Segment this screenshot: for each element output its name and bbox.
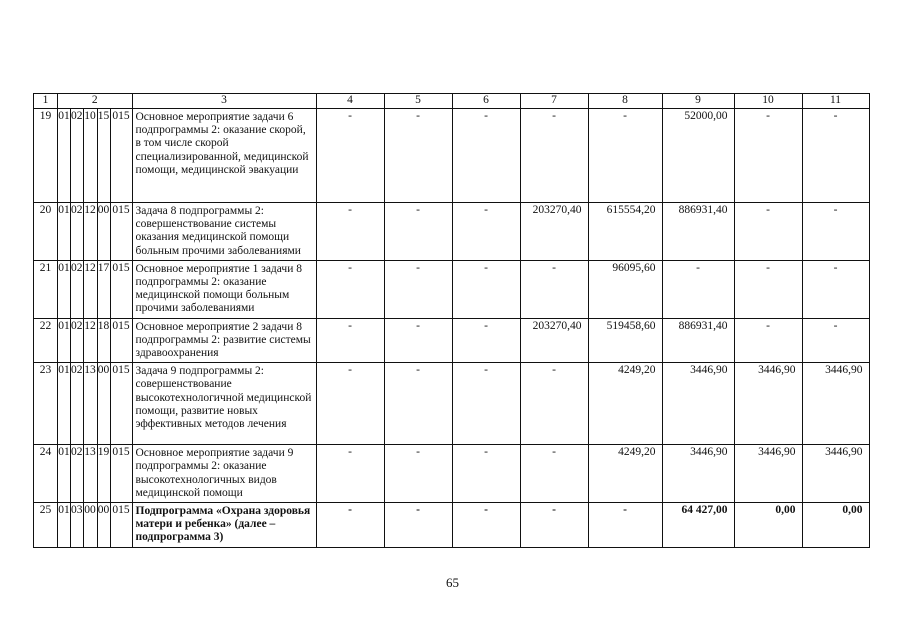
code-cell: 19: [97, 445, 110, 503]
description-cell: Основное мероприятие задачи 9 подпрограммы 2: оказание высокотехнологичных видов медицинской помощи: [132, 445, 316, 503]
code-cell: 02: [71, 445, 84, 503]
value-cell: 203270,40: [520, 203, 588, 261]
value-cell: -: [384, 260, 452, 318]
table-header-row: [34, 94, 870, 109]
code-cell: 00: [83, 503, 97, 548]
code-cell: 01: [58, 445, 71, 503]
code-cell: 01: [58, 109, 71, 203]
code-cell: 01: [58, 503, 71, 548]
value-cell: 886931,40: [662, 203, 734, 261]
code-cell: 13: [83, 363, 97, 445]
header-cell: 5: [384, 94, 452, 109]
value-cell: -: [384, 203, 452, 261]
value-cell: -: [316, 260, 384, 318]
header-cell: 3: [132, 94, 316, 109]
code-cell: 02: [71, 203, 84, 261]
value-cell: -: [520, 363, 588, 445]
value-cell: -: [802, 260, 869, 318]
value-cell: 203270,40: [520, 318, 588, 363]
value-cell: -: [384, 318, 452, 363]
header-cell: 8: [588, 94, 662, 109]
code-cell: 12: [83, 203, 97, 261]
value-cell: -: [452, 363, 520, 445]
value-cell: -: [316, 109, 384, 203]
code-cell: 10: [83, 109, 97, 203]
value-cell: -: [520, 260, 588, 318]
value-cell: -: [384, 503, 452, 548]
header-cell: 7: [520, 94, 588, 109]
value-cell: -: [316, 318, 384, 363]
code-cell: 015: [110, 260, 132, 318]
row-number-cell: 23: [34, 363, 58, 445]
value-cell: -: [452, 203, 520, 261]
description-cell: Основное мероприятие 1 задачи 8 подпрограммы 2: оказание медицинской помощи больным прочими заболеваниями: [132, 260, 316, 318]
code-cell: 00: [97, 363, 110, 445]
value-cell: 615554,20: [588, 203, 662, 261]
value-cell: -: [734, 109, 802, 203]
row-number-cell: 19: [34, 109, 58, 203]
code-cell: 015: [110, 363, 132, 445]
table-row: [34, 203, 870, 261]
value-cell: 0,00: [802, 503, 869, 548]
code-cell: 12: [83, 260, 97, 318]
header-cell: 10: [734, 94, 802, 109]
code-cell: 01: [58, 318, 71, 363]
code-cell: 01: [58, 363, 71, 445]
code-cell: 015: [110, 203, 132, 261]
value-cell: -: [452, 260, 520, 318]
value-cell: 3446,90: [802, 363, 869, 445]
value-cell: 3446,90: [802, 445, 869, 503]
value-cell: -: [452, 109, 520, 203]
row-number-cell: 22: [34, 318, 58, 363]
table-row: [34, 260, 870, 318]
value-cell: 519458,60: [588, 318, 662, 363]
code-cell: 01: [58, 203, 71, 261]
row-number-cell: 25: [34, 503, 58, 548]
value-cell: -: [734, 203, 802, 261]
code-cell: 015: [110, 318, 132, 363]
code-cell: 015: [110, 503, 132, 548]
value-cell: -: [452, 445, 520, 503]
description-cell: Задача 9 подпрограммы 2: совершенствование высокотехнологичной медицинской помощи, развитие новых эффективных методов лечения: [132, 363, 316, 445]
value-cell: -: [802, 203, 869, 261]
header-cell: 11: [802, 94, 869, 109]
value-cell: -: [802, 318, 869, 363]
value-cell: -: [734, 260, 802, 318]
budget-table: [33, 93, 870, 548]
value-cell: -: [384, 363, 452, 445]
code-cell: 015: [110, 445, 132, 503]
value-cell: -: [588, 109, 662, 203]
value-cell: 3446,90: [734, 445, 802, 503]
value-cell: -: [452, 503, 520, 548]
value-cell: -: [316, 363, 384, 445]
value-cell: 886931,40: [662, 318, 734, 363]
value-cell: -: [316, 445, 384, 503]
code-cell: 02: [71, 109, 84, 203]
table-row: [34, 109, 870, 203]
table-row: [34, 363, 870, 445]
code-cell: 12: [83, 318, 97, 363]
value-cell: 52000,00: [662, 109, 734, 203]
value-cell: -: [316, 203, 384, 261]
value-cell: -: [384, 445, 452, 503]
value-cell: -: [662, 260, 734, 318]
header-cell: 2: [58, 94, 133, 109]
code-cell: 03: [71, 503, 84, 548]
value-cell: 4249,20: [588, 363, 662, 445]
code-cell: 18: [97, 318, 110, 363]
value-cell: -: [520, 109, 588, 203]
description-cell: Задача 8 подпрограммы 2: совершенствование системы оказания медицинской помощи больным прочими заболеваниями: [132, 203, 316, 261]
value-cell: -: [802, 109, 869, 203]
value-cell: -: [588, 503, 662, 548]
header-cell: 1: [34, 94, 58, 109]
value-cell: -: [316, 503, 384, 548]
value-cell: 3446,90: [734, 363, 802, 445]
row-number-cell: 21: [34, 260, 58, 318]
value-cell: 4249,20: [588, 445, 662, 503]
row-number-cell: 24: [34, 445, 58, 503]
code-cell: 02: [71, 318, 84, 363]
header-cell: 4: [316, 94, 384, 109]
description-cell: Подпрограмма «Охрана здоровья матери и ребенка» (далее – подпрограмма 3): [132, 503, 316, 548]
value-cell: -: [734, 318, 802, 363]
code-cell: 00: [97, 203, 110, 261]
value-cell: -: [520, 445, 588, 503]
code-cell: 00: [97, 503, 110, 548]
code-cell: 02: [71, 260, 84, 318]
row-number-cell: 20: [34, 203, 58, 261]
code-cell: 01: [58, 260, 71, 318]
table-row: [34, 503, 870, 548]
code-cell: 02: [71, 363, 84, 445]
code-cell: 015: [110, 109, 132, 203]
value-cell: -: [452, 318, 520, 363]
value-cell: 0,00: [734, 503, 802, 548]
header-cell: 6: [452, 94, 520, 109]
page-number: 65: [446, 575, 459, 590]
description-cell: Основное мероприятие задачи 6 подпрограммы 2: оказание скорой, в том числе скорой специализированной, медицинской помощи, медицинской эвакуации: [132, 109, 316, 203]
value-cell: 96095,60: [588, 260, 662, 318]
table-row: [34, 445, 870, 503]
code-cell: 13: [83, 445, 97, 503]
header-cell: 9: [662, 94, 734, 109]
value-cell: 64 427,00: [662, 503, 734, 548]
value-cell: 3446,90: [662, 363, 734, 445]
code-cell: 17: [97, 260, 110, 318]
code-cell: 15: [97, 109, 110, 203]
description-cell: Основное мероприятие 2 задачи 8 подпрограммы 2: развитие системы здравоохранения: [132, 318, 316, 363]
value-cell: 3446,90: [662, 445, 734, 503]
value-cell: -: [384, 109, 452, 203]
value-cell: -: [520, 503, 588, 548]
table-row: [34, 318, 870, 363]
